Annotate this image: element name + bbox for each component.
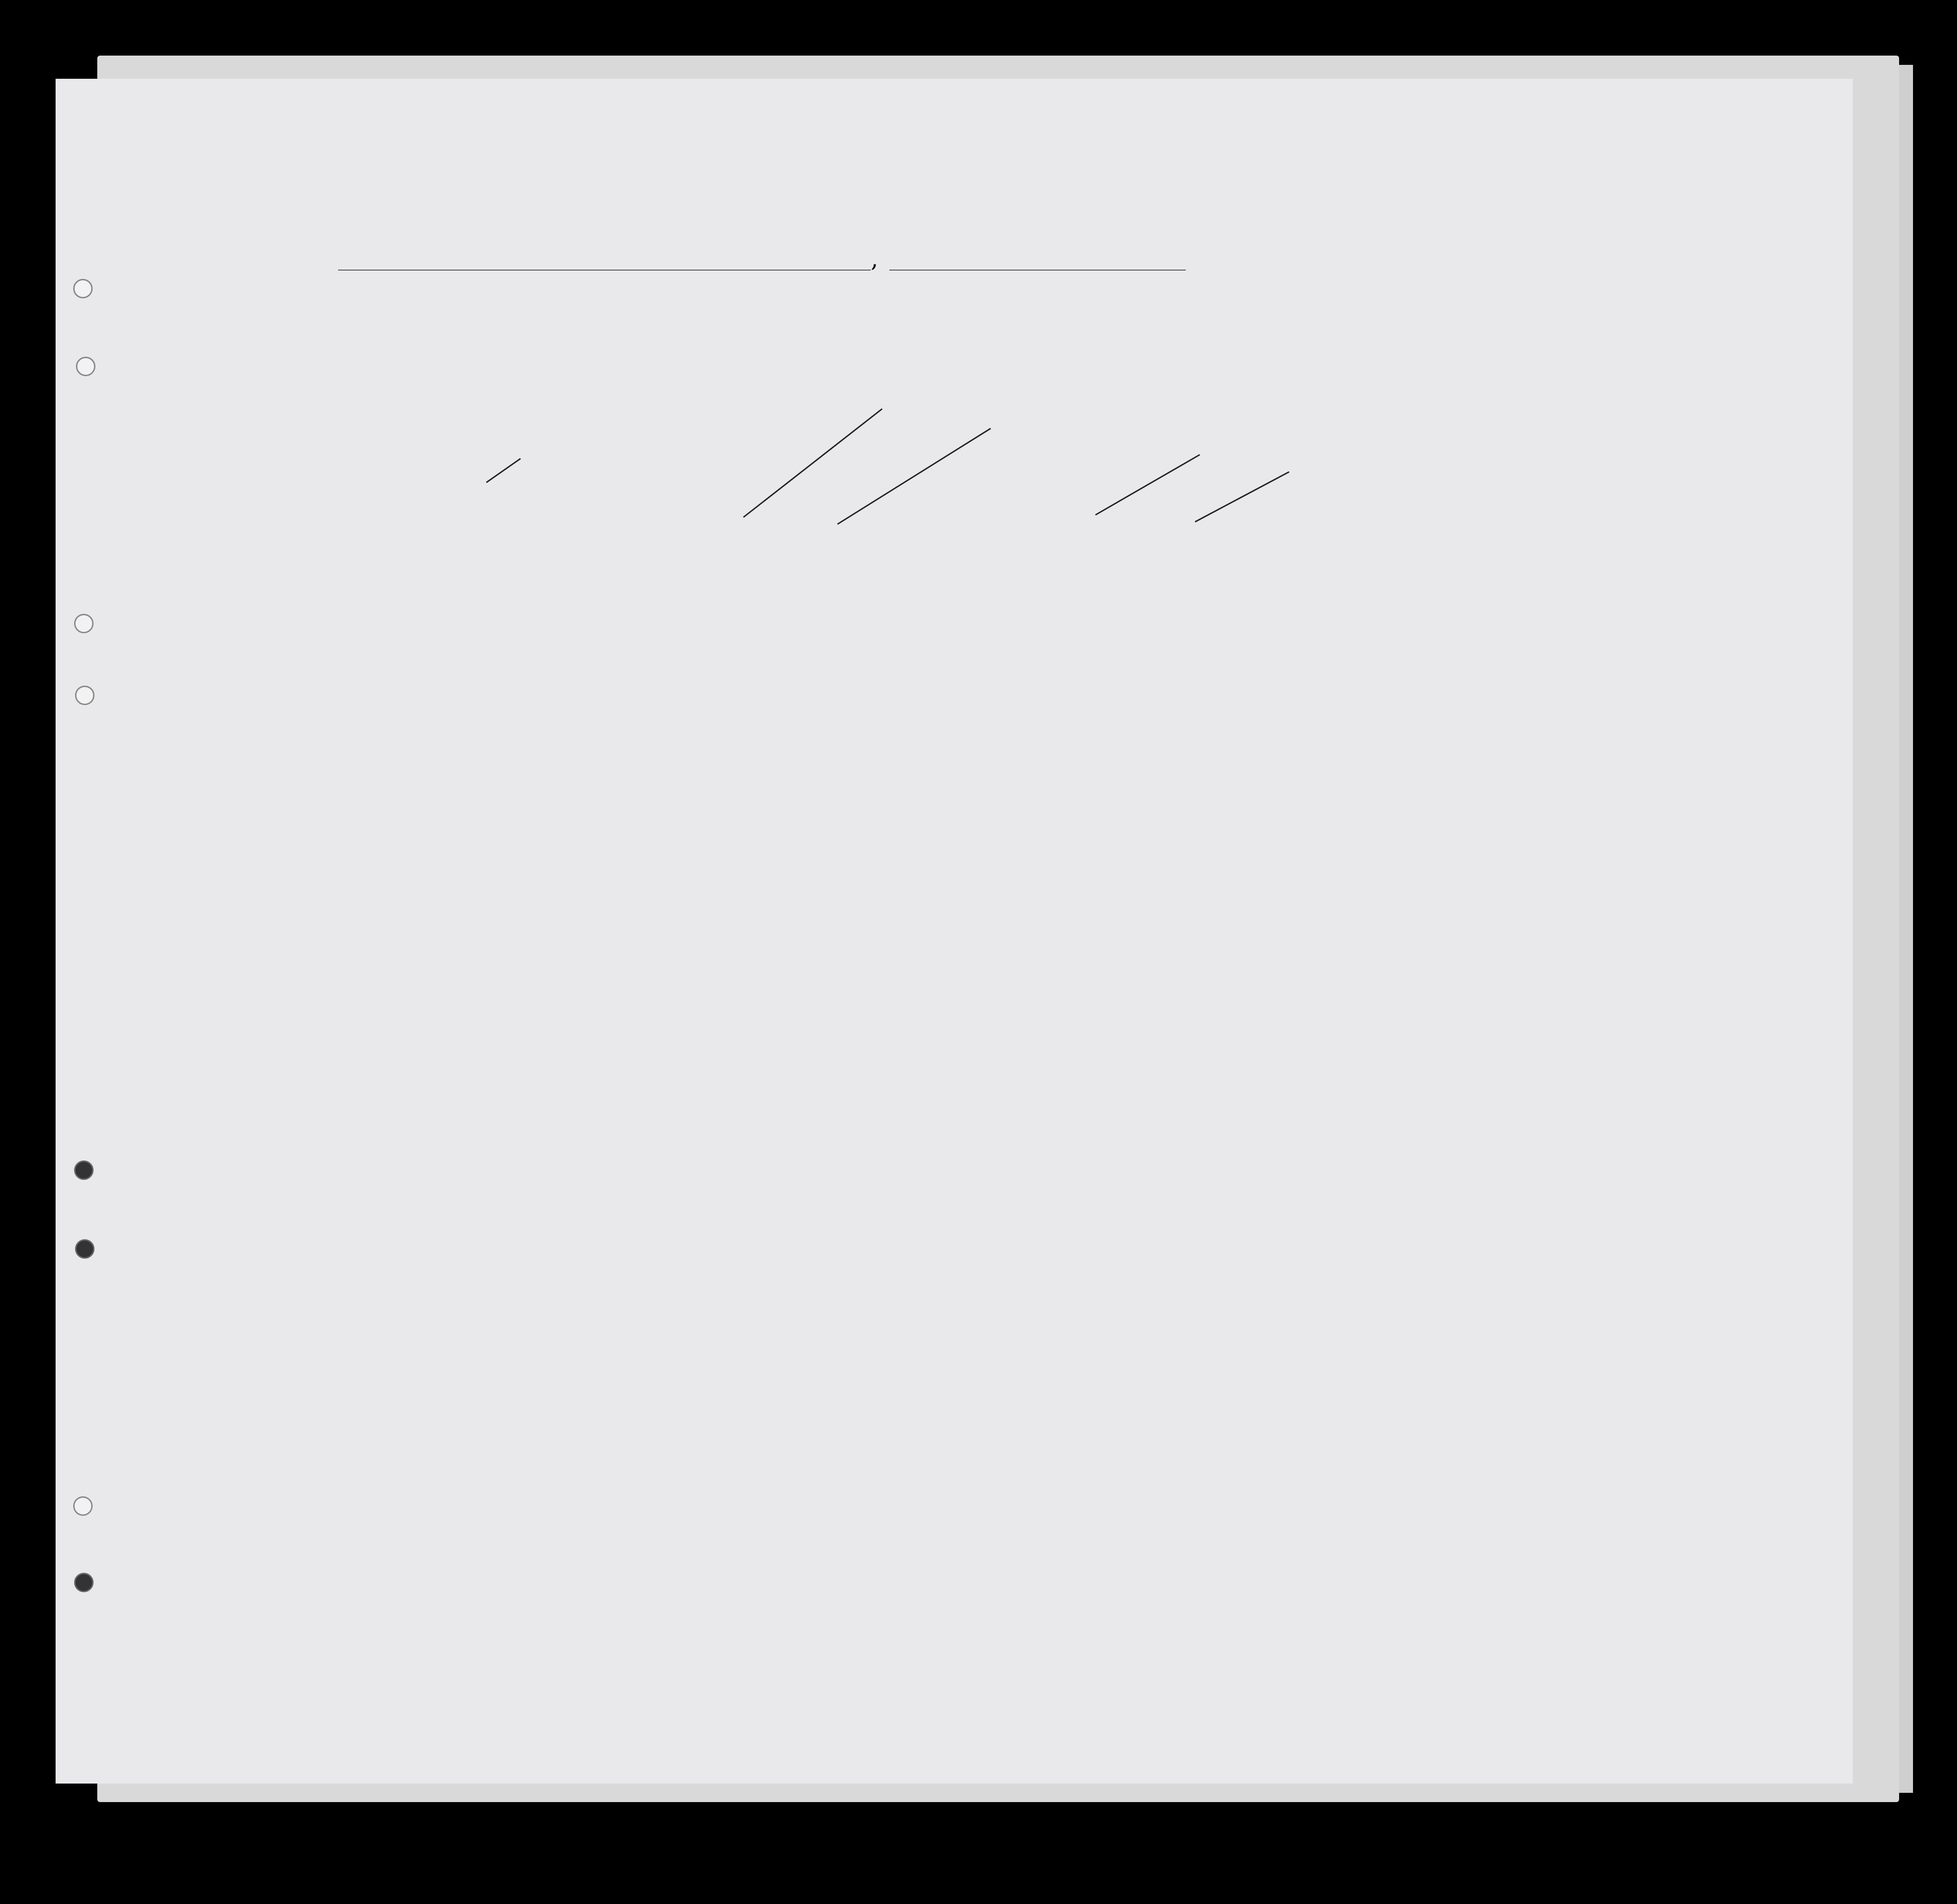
form-grid	[56, 79, 1853, 1784]
punch-hole	[73, 1496, 93, 1516]
header-purpose-return	[1086, 352, 1119, 551]
header-prison	[1227, 338, 1248, 537]
header-polygamist	[1251, 338, 1269, 523]
header-ticket	[567, 331, 591, 456]
header-fifty-dollars	[688, 331, 709, 456]
punch-hole	[73, 279, 93, 298]
header-inches	[1576, 473, 1590, 514]
punch-hole	[74, 614, 94, 633]
punch-hole	[75, 1239, 94, 1259]
header-anarchist	[1274, 338, 1292, 523]
punch-hole	[75, 686, 94, 705]
punch-hole	[74, 1160, 94, 1180]
header-feet	[1551, 473, 1565, 514]
manifest-page	[56, 79, 1853, 1784]
header-purpose-length	[1142, 352, 1165, 551]
punch-hole	[74, 1573, 94, 1592]
punch-hole	[76, 357, 95, 376]
comma-1: ,	[871, 246, 878, 272]
header-deported	[1397, 338, 1415, 537]
header-overthrow	[1295, 338, 1318, 537]
header-contract	[1339, 338, 1366, 537]
